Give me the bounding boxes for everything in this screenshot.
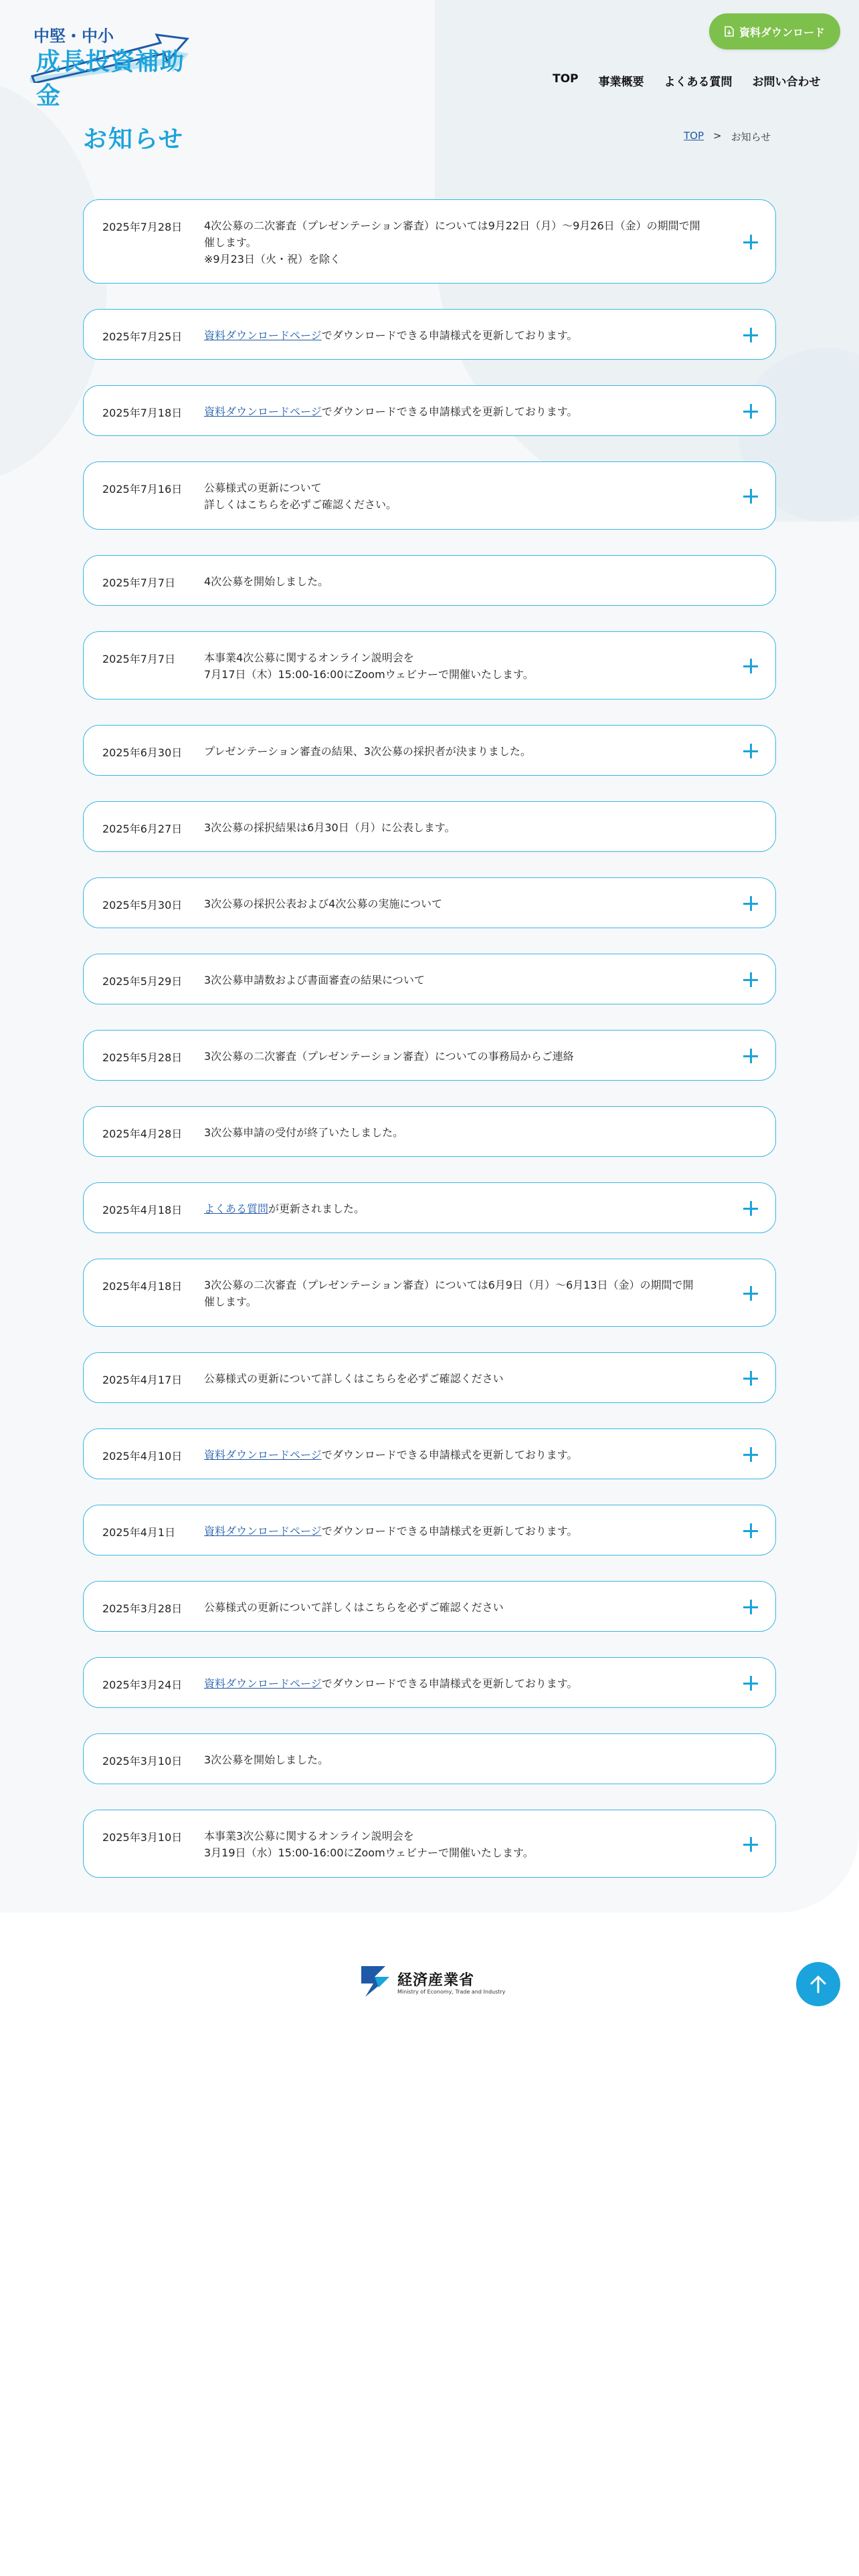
news-text-line: 公募様式の更新について — [204, 481, 322, 494]
news-text — [204, 403, 726, 420]
meti-name-jp: 経済産業省 — [397, 1972, 475, 1989]
news-link[interactable]: 資料ダウンロードページ — [204, 1677, 322, 1690]
news-text — [204, 649, 726, 683]
breadcrumb-separator: > — [713, 130, 722, 142]
news-text-rest: でダウンロードできる申請様式を更新しております。 — [321, 405, 578, 418]
news-text — [204, 479, 726, 513]
news-date: 2025年4月18日 — [102, 1203, 183, 1216]
news-date: 2025年5月29日 — [102, 974, 183, 988]
news-text-line: 本事業4次公募に関するオンライン説明会を — [204, 651, 414, 664]
meti-emblem — [359, 1963, 392, 2000]
meti-logo[interactable] — [359, 1963, 506, 2001]
news-date: 2025年7月16日 — [102, 483, 183, 496]
expand-plus-icon[interactable] — [743, 1447, 758, 1462]
expand-plus-icon[interactable] — [743, 1286, 758, 1301]
news-item — [83, 1106, 776, 1157]
news-link[interactable]: 資料ダウンロードページ — [204, 1448, 322, 1461]
news-text-line: プレゼンテーション審査の結果、3次公募の採択者が決まりました。 — [204, 744, 531, 758]
expand-plus-icon[interactable] — [743, 972, 758, 987]
news-date: 2025年7月25日 — [102, 330, 183, 343]
news-item[interactable] — [83, 725, 776, 776]
news-text-line: 7月17日（木）15:00-16:00にZoomウェビナーで開催いたします。 — [204, 668, 534, 681]
news-text-rest: が更新されました。 — [268, 1202, 365, 1215]
news-text-rest: でダウンロードできる申請様式を更新しております。 — [321, 1524, 578, 1537]
meti-name-en: Ministry of Economy, Trade and Industry — [397, 1989, 506, 1995]
news-text — [204, 819, 726, 836]
news-text-line: 3次公募の二次審査（プレゼンテーション審査）については6月9日（月）〜6月13日（金）の期間で開 — [204, 1279, 694, 1291]
news-date: 2025年3月28日 — [102, 1602, 183, 1615]
nav-overview[interactable]: 事業概要 — [598, 76, 644, 89]
news-item — [83, 1733, 776, 1784]
news-text — [204, 1277, 726, 1310]
news-text-line: 3次公募申請数および書面審査の結果について — [204, 973, 425, 986]
nav-faq[interactable]: よくある質問 — [664, 76, 733, 89]
news-date: 2025年4月28日 — [102, 1127, 183, 1140]
news-date: 2025年4月17日 — [102, 1373, 183, 1386]
news-text — [204, 327, 726, 344]
expand-plus-icon[interactable] — [743, 896, 758, 911]
news-text — [204, 1370, 726, 1387]
news-item — [83, 801, 776, 852]
news-date: 2025年5月28日 — [102, 1051, 183, 1064]
news-text — [204, 1200, 726, 1217]
nav-contact[interactable]: お問い合わせ — [752, 76, 821, 89]
page-title: お知らせ — [83, 126, 184, 153]
breadcrumb-current: お知らせ — [731, 131, 771, 143]
logo-text-small: 中堅・中小 — [33, 27, 114, 45]
news-text — [204, 1048, 726, 1065]
news-date: 2025年4月10日 — [102, 1449, 183, 1463]
news-item[interactable] — [83, 1030, 776, 1081]
news-item[interactable] — [83, 1810, 776, 1878]
expand-plus-icon[interactable] — [743, 404, 758, 419]
news-text — [204, 1599, 726, 1616]
news-date: 2025年6月30日 — [102, 746, 183, 759]
news-item[interactable] — [83, 461, 776, 530]
news-item[interactable] — [83, 1428, 776, 1479]
back-to-top-button[interactable] — [796, 1962, 840, 2006]
news-text-line: 本事業3次公募に関するオンライン説明会を — [204, 1830, 414, 1842]
news-date: 2025年3月10日 — [102, 1831, 183, 1844]
news-item[interactable] — [83, 1505, 776, 1555]
expand-plus-icon[interactable] — [743, 489, 758, 504]
news-text — [204, 1828, 726, 1861]
news-date: 2025年3月24日 — [102, 1678, 183, 1691]
news-date: 2025年7月7日 — [102, 576, 176, 589]
news-item[interactable] — [83, 385, 776, 436]
news-text-line: 催します。 — [204, 236, 257, 249]
document-icon — [725, 26, 734, 37]
breadcrumb-top-link[interactable]: TOP — [684, 130, 704, 142]
download-button-label: 資料ダウンロード — [739, 25, 825, 39]
news-link[interactable]: よくある質問 — [204, 1202, 269, 1215]
news-date: 2025年7月18日 — [102, 406, 183, 419]
news-text — [204, 895, 726, 912]
news-link[interactable]: 資料ダウンロードページ — [204, 328, 322, 342]
news-text — [204, 972, 726, 988]
logo-text-main: 成長投資補助金 — [36, 48, 185, 110]
news-text — [204, 573, 726, 590]
news-link[interactable]: 資料ダウンロードページ — [204, 1524, 322, 1537]
news-text-rest: でダウンロードできる申請様式を更新しております。 — [321, 1448, 578, 1461]
download-button[interactable] — [709, 13, 840, 49]
news-text-line: 3次公募を開始しました。 — [204, 1753, 329, 1766]
news-text — [204, 1751, 726, 1768]
news-text — [204, 1675, 726, 1692]
news-date: 2025年7月28日 — [102, 221, 183, 233]
site-logo[interactable] — [29, 19, 190, 110]
news-text-line: 3月19日（水）15:00-16:00にZoomウェビナーで開催いたします。 — [204, 1846, 534, 1859]
news-text-line: 詳しくはこちらを必ずご確認ください。 — [204, 498, 397, 511]
expand-plus-icon[interactable] — [743, 1676, 758, 1691]
news-item[interactable] — [83, 1657, 776, 1708]
news-text-line: 催します。 — [204, 1295, 257, 1308]
news-text — [204, 1124, 726, 1141]
news-item[interactable] — [83, 1182, 776, 1233]
expand-plus-icon[interactable] — [743, 1523, 758, 1538]
news-text-line: 3次公募の採択結果は6月30日（月）に公表します。 — [204, 821, 456, 834]
news-text-line: ※9月23日（火・祝）を除く — [204, 253, 341, 265]
news-text — [204, 217, 726, 267]
breadcrumb — [684, 130, 771, 144]
arrow-up-icon — [809, 1975, 827, 1994]
nav-top[interactable]: TOP — [553, 72, 579, 86]
news-text-line: 3次公募の二次審査（プレゼンテーション審査）についての事務局からご連絡 — [204, 1049, 574, 1063]
site-header — [0, 0, 859, 110]
news-item[interactable] — [83, 877, 776, 928]
expand-plus-icon[interactable] — [743, 1049, 758, 1063]
news-text — [204, 1523, 726, 1539]
news-text — [204, 743, 726, 760]
expand-plus-icon[interactable] — [743, 659, 758, 673]
news-item[interactable] — [83, 309, 776, 360]
expand-plus-icon[interactable] — [743, 1371, 758, 1386]
news-date: 2025年4月1日 — [102, 1525, 176, 1539]
expand-plus-icon[interactable] — [743, 1201, 758, 1216]
expand-plus-icon[interactable] — [743, 1600, 758, 1614]
news-text-line: 公募様式の更新について詳しくはこちらを必ずご確認ください — [204, 1372, 504, 1385]
expand-plus-icon[interactable] — [743, 1837, 758, 1852]
news-item[interactable] — [83, 199, 776, 284]
main-nav — [553, 72, 821, 89]
expand-plus-icon[interactable] — [743, 235, 758, 249]
expand-plus-icon[interactable] — [743, 744, 758, 758]
news-text-rest: でダウンロードできる申請様式を更新しております。 — [321, 1677, 578, 1690]
news-text-line: 3次公募申請の受付が終了いたしました。 — [204, 1125, 404, 1139]
news-date: 2025年5月30日 — [102, 898, 183, 911]
news-item[interactable] — [83, 1259, 776, 1327]
news-link[interactable]: 資料ダウンロードページ — [204, 405, 322, 418]
news-text — [204, 1446, 726, 1463]
news-text-rest: でダウンロードできる申請様式を更新しております。 — [321, 328, 578, 342]
news-date: 2025年7月7日 — [102, 653, 176, 665]
news-text-line: 公募様式の更新について詳しくはこちらを必ずご確認ください — [204, 1600, 504, 1614]
news-date: 2025年3月10日 — [102, 1754, 183, 1767]
news-text-line: 4次公募を開始しました。 — [204, 574, 329, 588]
news-item[interactable] — [83, 1581, 776, 1632]
news-item[interactable] — [83, 631, 776, 700]
news-date: 2025年4月18日 — [102, 1280, 183, 1293]
news-item — [83, 555, 776, 606]
news-item[interactable] — [83, 1352, 776, 1403]
news-date: 2025年6月27日 — [102, 822, 183, 835]
news-item[interactable] — [83, 954, 776, 1004]
news-text-line: 3次公募の採択公表および4次公募の実施について — [204, 897, 443, 910]
expand-plus-icon[interactable] — [743, 328, 758, 342]
news-text-line: 4次公募の二次審査（プレゼンテーション審査）については9月22日（月）〜9月26日（金）の期間で開 — [204, 219, 700, 232]
